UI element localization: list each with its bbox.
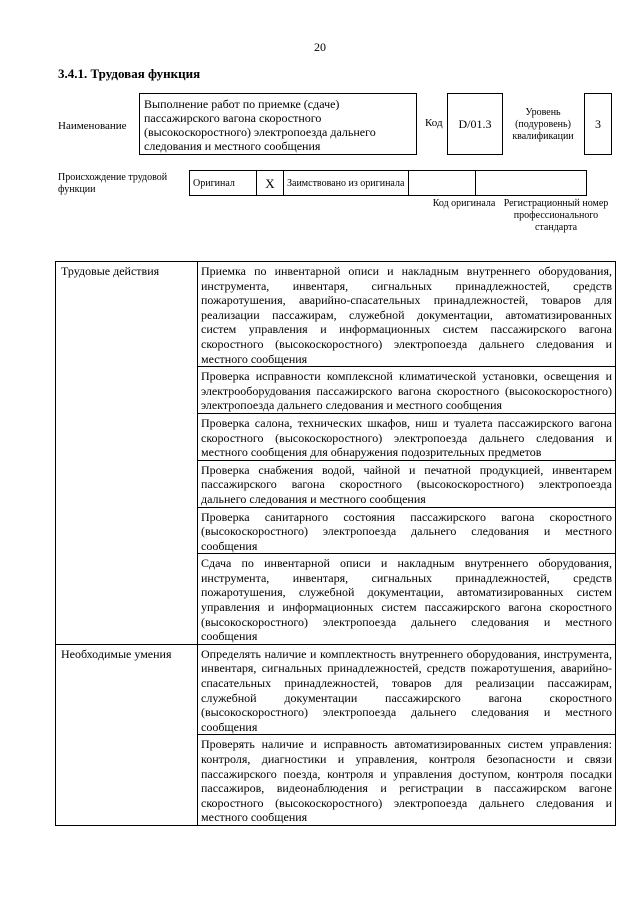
row-item: Приемка по инвентарной описи и накладным внутреннего оборудования, инструмента, инвентаря, сигнальных принадлежностей, средств пожаротушения, аварийно-спасательных принадлежностей, товаров для реализации пассажирам, служебной документации, автоматизированных систем управления и информационных систем пассажирского вагона скоростного (высокоскоростного) электропоезда дальнего следования и местного сообщения	[198, 262, 616, 367]
level-label: Уровень (подуровень) квалификации	[512, 107, 574, 142]
row-item: Проверка салона, технических шкафов, ниш и туалета пассажирского вагона скоростного (высокоскоростного) электропоезда дальнего следования и местного сообщения для обнаружения подозрительных предметов	[198, 413, 616, 460]
row-item: Определять наличие и комплектность внутреннего оборудования, инструмента, инвентаря, сигнальных принадлежностей, средств пожаротушения, аварийно-спасательных принадлежностей, товаров для реализации пассажирам, служебной документации пассажирского вагона скоростного (высокоскоростного) электропоезда дальнего следования и местного сообщения	[198, 644, 616, 735]
origin-label: Происхождение трудовой функции	[58, 172, 168, 195]
row-head: Необходимые умения	[56, 644, 198, 825]
origin-code-cell	[409, 171, 476, 196]
row-item: Проверять наличие и исправность автоматизированных систем управления: контроля, диагностики и управления, контроля безопасности и связи пассажирского поезда, контроля и управления доступом, контроля посадки пассажиров, видеонаблюдения и регистрации в пассажирском вагоне скоростного (высокоскоростного) электропоезда дальнего следования и местного сообщения	[198, 735, 616, 826]
original-label: Оригинал	[190, 171, 257, 196]
section-title: 3.4.1. Трудовая функция	[58, 66, 201, 81]
row-item: Проверка исправности комплексной климатической установки, освещения и электрооборудования пассажирского вагона скоростного (высокоскоростного) электропоезда дальнего следования и местного сообщения	[198, 367, 616, 414]
row-item: Проверка снабжения водой, чайной и печатной продукцией, инвентарем пассажирского вагона скоростного (высокоскоростного) электропоезда дальнего следования и местного сообщения	[198, 460, 616, 507]
code-caption: Код оригинала	[432, 198, 496, 209]
code-value-box: D/01.3	[447, 93, 503, 155]
origin-table	[189, 170, 587, 196]
row-item: Проверка санитарного состояния пассажирского вагона скоростного (высокоскоростного) электропоезда дальнего следования и местного сообщения	[198, 507, 616, 554]
function-name-box: Выполнение работ по приемке (сдаче) пассажирского вагона скоростного (высокоскоростного) электропоезда дальнего следования и местного сообщения	[139, 93, 417, 155]
original-mark: X	[257, 171, 284, 196]
page-number: 20	[314, 40, 326, 54]
row-head: Трудовые действия	[56, 262, 198, 645]
borrowed-label: Заимствовано из оригинала	[284, 171, 409, 196]
function-table	[55, 261, 616, 826]
name-label: Наименование	[58, 120, 127, 132]
origin-reg-cell	[476, 171, 587, 196]
reg-caption: Регистрационный номер профессионального стандарта	[503, 198, 609, 233]
level-value-box: 3	[584, 93, 612, 155]
table-row	[56, 262, 616, 367]
row-item: Сдача по инвентарной описи и накладным внутреннего оборудования, инструмента, инвентаря, сигнальных принадлежностей, средств пожаротушения, служебной документации, автоматизированных систем управления и информационных систем пассажирского вагона скоростного (высокоскоростного) электропоезда дальнего следования и местного сообщения	[198, 554, 616, 645]
code-label: Код	[425, 117, 443, 129]
table-row	[56, 644, 616, 735]
